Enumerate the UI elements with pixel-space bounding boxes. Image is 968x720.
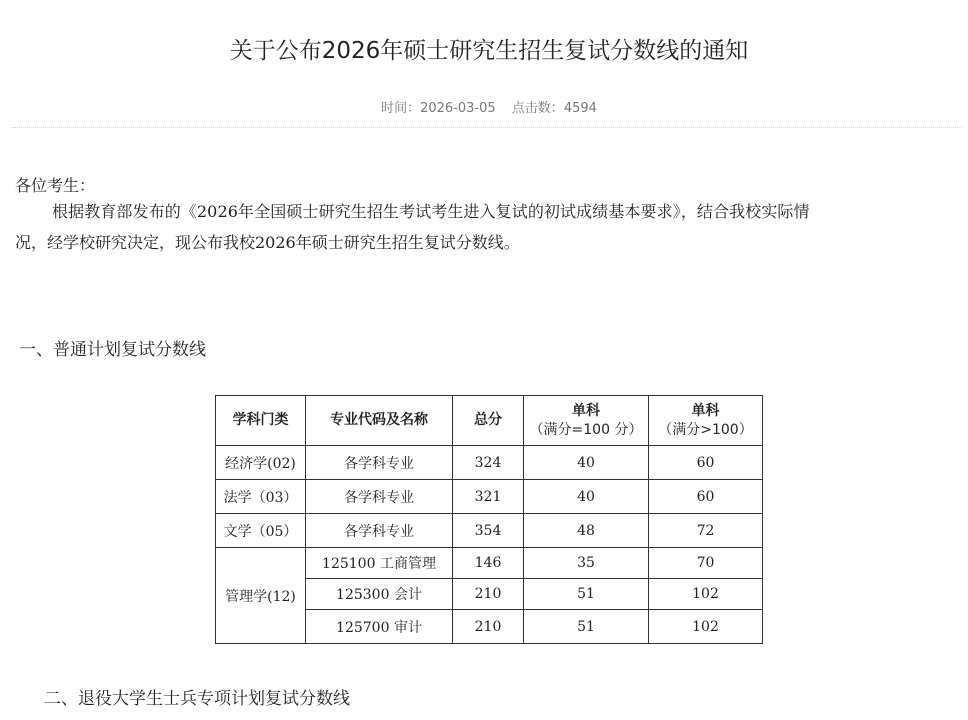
- table-row: [216, 446, 763, 480]
- publish-time-value: 2026-03-05: [420, 101, 496, 116]
- section-heading-veterans: 二、退役大学生士兵专项计划复试分数线: [44, 689, 350, 709]
- header-single-over-100: [649, 396, 763, 446]
- cell-single-over-100: 102: [649, 610, 763, 644]
- article-meta: [0, 97, 968, 116]
- cell-single-100: 40: [524, 446, 649, 480]
- click-count: [512, 101, 597, 116]
- cell-single-100: 48: [524, 514, 649, 548]
- header-major: 专业代码及名称: [306, 396, 453, 446]
- cell-category-management: 管理学(12): [216, 548, 306, 644]
- table-row: [216, 480, 763, 514]
- cell-category: 文学（05）: [216, 514, 306, 548]
- header-single-over-100-line2: （满分>100）: [658, 421, 753, 438]
- header-total: 总分: [453, 396, 524, 446]
- cell-total: 146: [453, 548, 524, 579]
- greeting: 各位考生：: [15, 176, 96, 195]
- cell-single-100: 40: [524, 480, 649, 514]
- cell-major: 各学科专业: [306, 446, 453, 480]
- cell-major: 125100 工商管理: [306, 548, 453, 579]
- header-single-100-line1: 单科: [572, 402, 600, 419]
- cell-single-over-100: 72: [649, 514, 763, 548]
- page-title: 关于公布2026年硕士研究生招生复试分数线的通知: [229, 38, 749, 64]
- cell-major: 125700 审计: [306, 610, 453, 644]
- cell-total: 354: [453, 514, 524, 548]
- publish-time: [381, 101, 496, 116]
- table-header-row: [216, 396, 763, 446]
- section-heading-general: 一、普通计划复试分数线: [19, 340, 206, 360]
- score-table: [215, 395, 763, 644]
- cell-category: 法学（03）: [216, 480, 306, 514]
- body-paragraph-line-1: 根据教育部发布的《2026年全国硕士研究生招生考试考生进入复试的初试成绩基本要求》，结合我校实际情: [52, 202, 810, 221]
- body-paragraph-line-2: 况，经学校研究决定，现公布我校2026年硕士研究生招生复试分数线。: [15, 233, 520, 252]
- cell-total: 321: [453, 480, 524, 514]
- publish-time-label: 时间：: [381, 101, 421, 116]
- table-row: [216, 514, 763, 548]
- header-single-over-100-line1: 单科: [691, 402, 720, 419]
- cell-major: 各学科专业: [306, 514, 453, 548]
- cell-single-over-100: 60: [649, 446, 763, 480]
- cell-total: 324: [453, 446, 524, 480]
- cell-category: 经济学(02): [216, 446, 306, 480]
- title-divider: [12, 127, 962, 128]
- cell-single-over-100: 70: [649, 548, 763, 579]
- cell-single-over-100: 102: [649, 579, 763, 610]
- click-count-value: 4594: [563, 101, 597, 116]
- cell-single-over-100: 60: [649, 480, 763, 514]
- cell-single-100: 51: [524, 610, 649, 644]
- cell-single-100: 51: [524, 579, 649, 610]
- cell-major: 125300 会计: [306, 579, 453, 610]
- cell-total: 210: [453, 610, 524, 644]
- header-category: 学科门类: [216, 396, 306, 446]
- cell-single-100: 35: [524, 548, 649, 579]
- header-single-100-line2: （满分=100 分）: [529, 421, 643, 438]
- click-count-label: 点击数：: [511, 101, 564, 116]
- header-single-100: [524, 396, 649, 446]
- table-row: [216, 548, 763, 579]
- cell-major: 各学科专业: [306, 480, 453, 514]
- cell-total: 210: [453, 579, 524, 610]
